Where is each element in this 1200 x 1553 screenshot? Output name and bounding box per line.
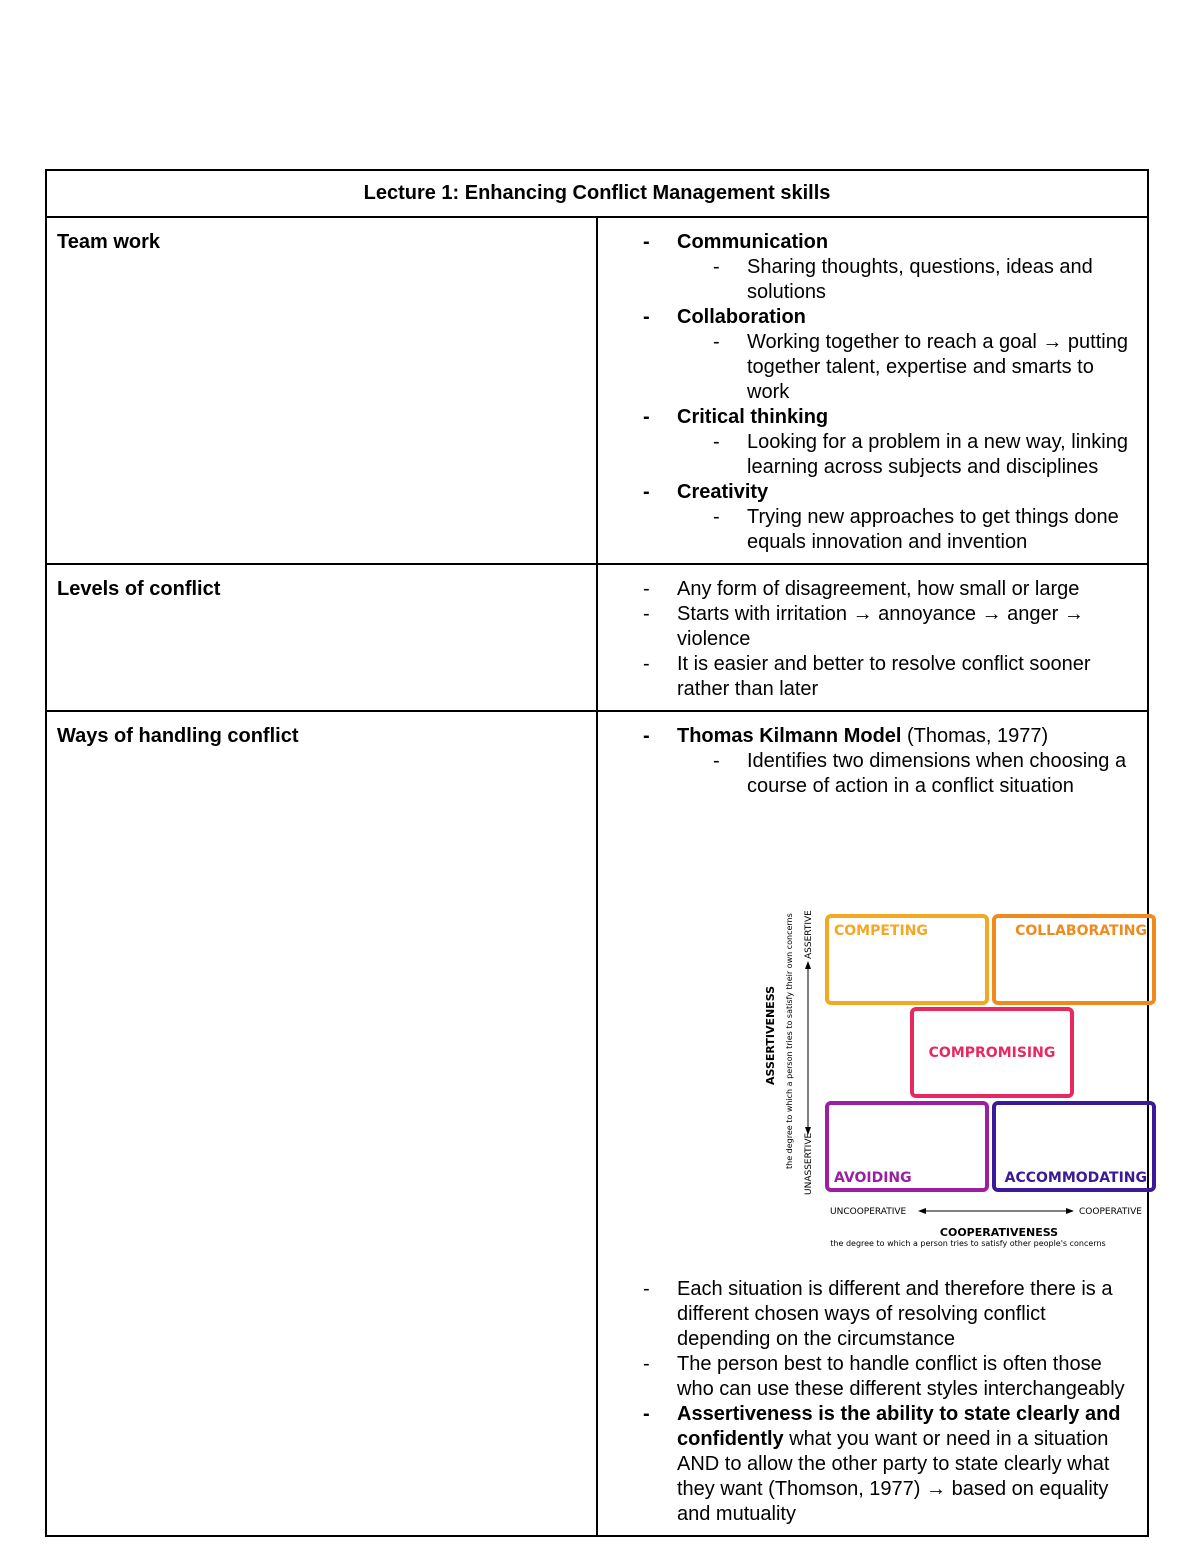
conflict-modes-chart — [758, 879, 1158, 1239]
topic-levels-of-conflict: Levels of conflict — [46, 564, 597, 711]
content-ways-of-handling-conflict — [597, 711, 1148, 1536]
arrow-left-icon — [918, 1208, 926, 1214]
list-item: - Assertiveness is the ability to state clearly and confidently what you want or need in a situation AND to allow the other party to state clearly what they want (Thomson, 1977) → based on equality and mutuality — [643, 1403, 1121, 1525]
page-title: Lecture 1: Enhancing Conflict Management skills — [46, 170, 1148, 217]
list-item: - Creativity — [643, 481, 769, 503]
collaborating-label: COLLABORATING — [1015, 923, 1147, 939]
thomas-kilmann-diagram — [598, 799, 1147, 1277]
bullet-collaboration: Collaboration — [677, 306, 806, 328]
list-item: - Communication — [643, 231, 829, 253]
model-citation: (Thomas, 1977) — [901, 725, 1049, 747]
assertiveness-definition-rest: what you want or need in a situation AND to allow the other party to state clearly what they want (Thomson, 1977) → based on equality and mutuality — [677, 1428, 1110, 1525]
unassertive-label: UNASSERTIVE — [804, 1132, 814, 1195]
list-item: - Critical thinking — [643, 406, 829, 428]
list-item: - Thomas Kilmann Model (Thomas, 1977) — [643, 725, 1049, 747]
arrow-right-icon — [1066, 1208, 1074, 1214]
cooperativeness-title: COOPERATIVENESS — [939, 1226, 1059, 1239]
list-item: - Any form of disagreement, how small or large — [643, 578, 1080, 600]
topic-team-work: Team work — [46, 217, 597, 564]
avoiding-label: AVOIDING — [834, 1170, 912, 1186]
competing-label: COMPETING — [834, 923, 928, 939]
level-item: Starts with irritation → annoyance → anger → violence — [677, 603, 1084, 650]
model-description: Identifies two dimensions when choosing a course of action in a conflict situation — [747, 750, 1127, 797]
bullet-communication: Communication — [677, 231, 829, 253]
table-row — [46, 217, 1148, 564]
assertiveness-description: the degree to which a person tries to satisfy their own concerns — [785, 913, 794, 1169]
notes-table — [45, 169, 1149, 1537]
list-item: - Identifies two dimensions when choosing a course of action in a conflict situation — [713, 750, 1127, 797]
cooperativeness-description: the degree to which a person tries to satisfy other people's concerns — [830, 1239, 1106, 1248]
level-item: It is easier and better to resolve conflict sooner rather than later — [677, 653, 1091, 700]
list-item: - Each situation is different and therefore there is a different chosen ways of resolving conflict depending on the circumstance — [643, 1278, 1113, 1350]
level-item: Any form of disagreement, how small or large — [677, 578, 1080, 600]
model-title: Thomas Kilmann Model — [677, 725, 902, 747]
list-item: - Collaboration — [643, 306, 806, 328]
after-item: The person best to handle conflict is often those who can use these different styles interchangeably — [677, 1353, 1125, 1400]
content-team-work — [597, 217, 1148, 564]
after-item: Each situation is different and therefore there is a different chosen ways of resolving conflict depending on the circumstance — [677, 1278, 1113, 1350]
list-item: - Working together to reach a goal → putting together talent, expertise and smarts to work — [713, 331, 1128, 403]
table-row — [46, 564, 1148, 711]
bullet-creativity: Creativity — [677, 481, 769, 503]
compromising-label: COMPROMISING — [928, 1045, 1056, 1061]
arrow-up-icon — [805, 961, 811, 969]
sub-critical-thinking: Looking for a problem in a new way, linking learning across subjects and disciplines — [747, 431, 1128, 478]
sub-communication: Sharing thoughts, questions, ideas and solutions — [747, 256, 1093, 303]
list-item: - It is easier and better to resolve conflict sooner rather than later — [643, 653, 1091, 700]
content-levels-of-conflict — [597, 564, 1148, 711]
sub-creativity: Trying new approaches to get things done equals innovation and invention — [747, 506, 1119, 553]
list-item: - Starts with irritation → annoyance → anger → violence — [643, 603, 1084, 650]
table-row — [46, 711, 1148, 1536]
list-item: - The person best to handle conflict is often those who can use these different styles interchangeably — [643, 1353, 1125, 1400]
accommodating-label: ACCOMMODATING — [1004, 1170, 1147, 1186]
list-item: - Trying new approaches to get things done equals innovation and invention — [713, 506, 1119, 553]
assertiveness-definition-bold: Assertiveness is the ability to state clearly and confidently — [677, 1403, 1121, 1450]
assertive-label: ASSERTIVE — [804, 910, 814, 959]
bullet-critical-thinking: Critical thinking — [677, 406, 829, 428]
uncooperative-label: UNCOOPERATIVE — [830, 1207, 907, 1217]
cooperative-label: COOPERATIVE — [1079, 1207, 1142, 1217]
assertiveness-title: ASSERTIVENESS — [764, 985, 777, 1085]
sub-collaboration: Working together to reach a goal → putting together talent, expertise and smarts to work — [747, 331, 1128, 403]
list-item: - Looking for a problem in a new way, linking learning across subjects and disciplines — [713, 431, 1128, 478]
topic-ways-of-handling-conflict: Ways of handling conflict — [46, 711, 597, 1536]
list-item: - Sharing thoughts, questions, ideas and solutions — [713, 256, 1093, 303]
